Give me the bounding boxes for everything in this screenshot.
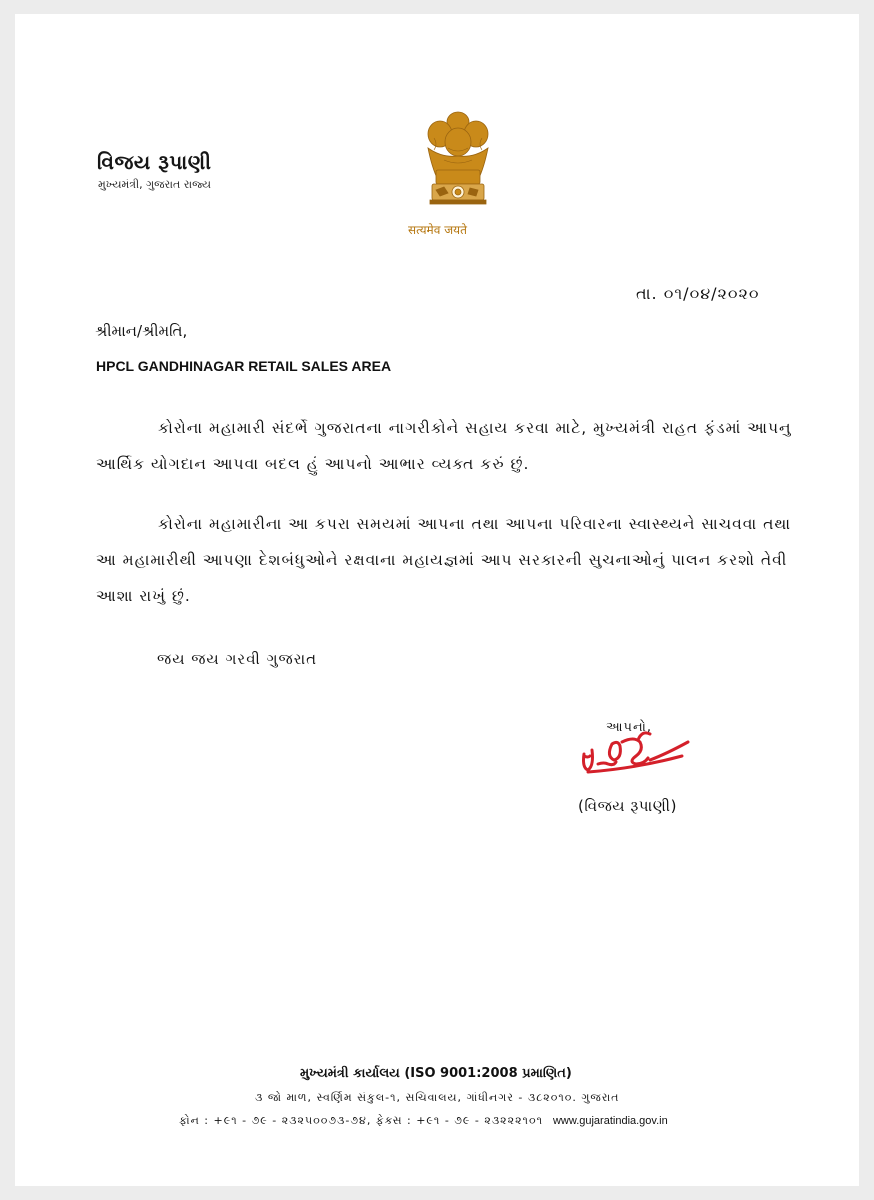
sender-name: વિજય રૂપાણી — [97, 150, 212, 174]
salutation: શ્રીમાન/શ્રીમતિ, — [95, 322, 188, 340]
letter-date: તા. ૦૧/૦૪/૨૦૨૦ — [636, 284, 760, 303]
signatory-name: (વિજય રૂપાણી) — [578, 797, 677, 815]
footer-office: મુખ્યમંત્રી કાર્યાલય (ISO 9001:2008 પ્રમાણિત) — [300, 1066, 572, 1081]
footer-website: www.gujaratindia.gov.in — [552, 1115, 668, 1127]
complimentary-close: આપનો, — [606, 720, 653, 735]
footer-phone-fax: ફોન : +૯૧ - ૭૯ - ૨૩૨૫૦૦૭૩-૭૪, ફેક્સ : +૯૧ - ૭૯ - ૨૩૨૨૨૧૦૧ — [179, 1114, 543, 1127]
body-paragraph — [96, 506, 796, 614]
paragraph-text: કોરોના મહામારી સંદર્ભે ગુજરાતના નાગરીકોને સહાય કરવા માટે, મુખ્યમંત્રી રાહત ફંડમાં આપનુ આર્થિક યોગદાન આપવા બદલ હું આપનો આભાર વ્યક્ત કરું છું. — [96, 419, 792, 473]
closing-slogan: જય જય ગરવી ગુજરાત — [157, 650, 318, 668]
footer-contact — [179, 1114, 668, 1128]
footer-address: ૩ જો માળ, સ્વર્ણિમ સંકુલ-૧, સચિવાલય, ગાંધીનગર - ૩૮૨૦૧૦. ગુજરાત — [255, 1091, 620, 1104]
recipient: HPCL GANDHINAGAR RETAIL SALES AREA — [96, 358, 392, 374]
ashoka-emblem-icon — [418, 108, 498, 238]
handwritten-signature-icon — [578, 728, 698, 788]
national-motto: सत्यमेव जयते — [408, 223, 467, 237]
body-paragraph — [96, 410, 796, 482]
paragraph-text: કોરોના મહામારીના આ કપરા સમયમાં આપના તથા આપના પરિવારના સ્વાસ્થ્યને સાચવવા તથા આ મહામારીથી આપણા દેશબંધુઓને રક્ષવાના મહાયજ્ઞમાં આપ સરકારની સુચનાઓનું પાલન કરશો તેવી આશા રાખું છું. — [96, 515, 792, 605]
sender-title: મુખ્યમંત્રી, ગુજરાત રાજ્ય — [98, 178, 212, 191]
